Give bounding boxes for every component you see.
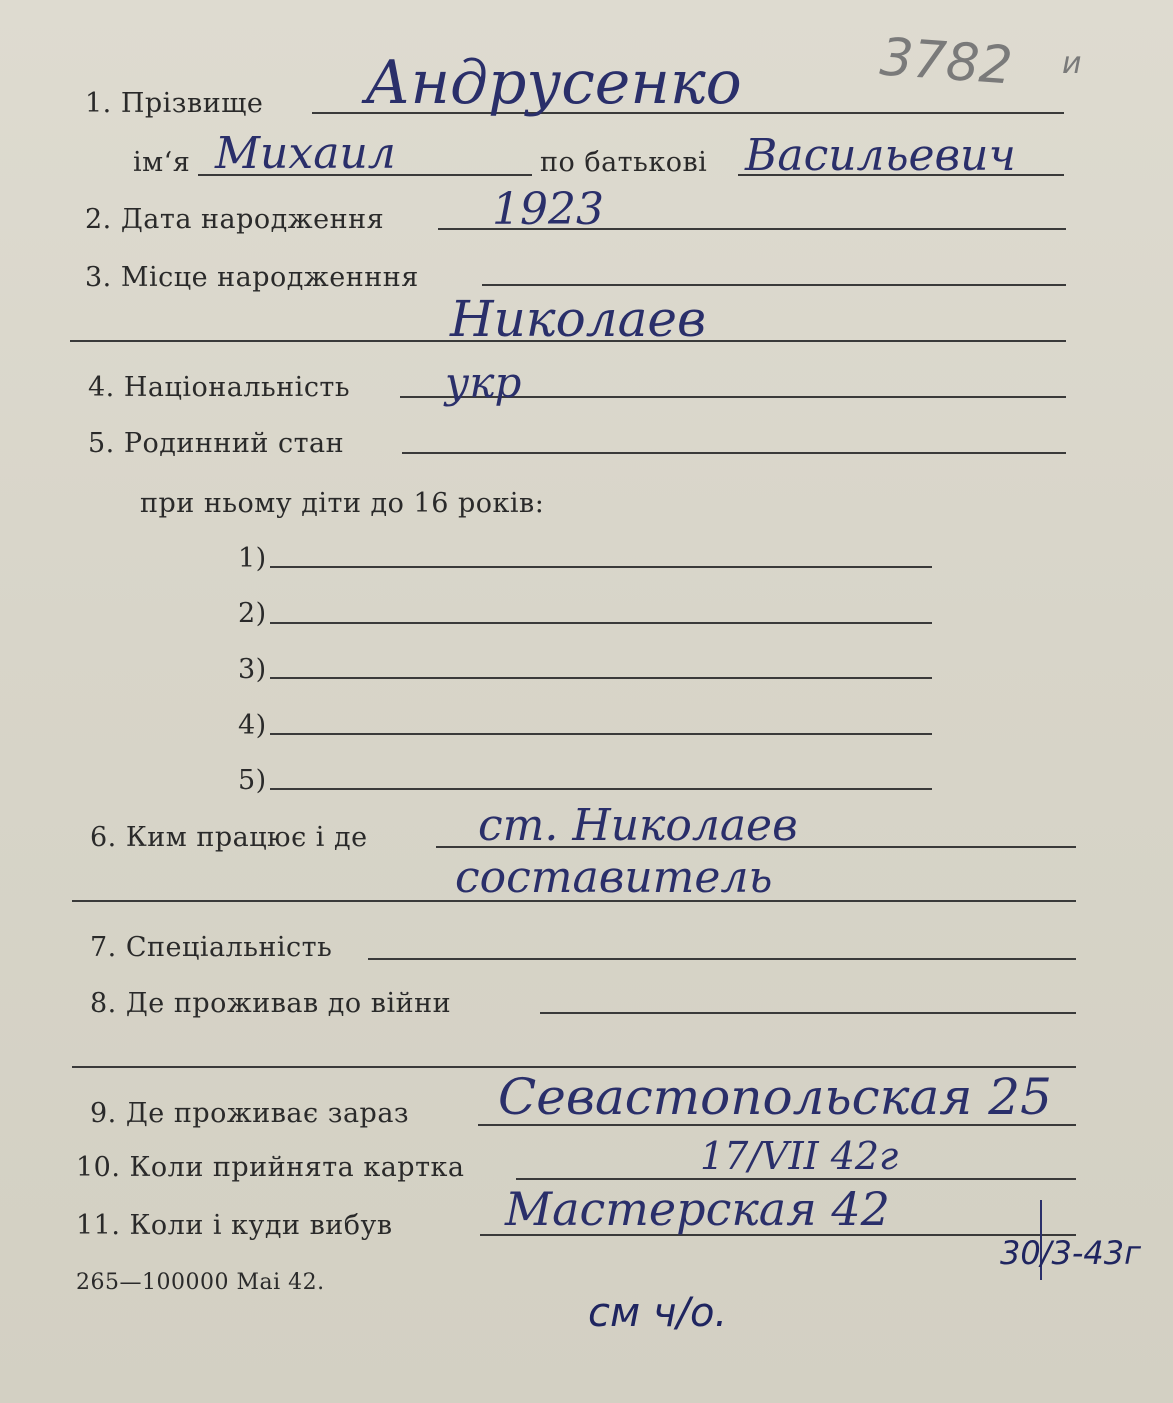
child-3-label: 3): [238, 654, 267, 685]
child-2-label: 2): [238, 598, 267, 629]
nationality-value: укр: [445, 358, 522, 407]
patronymic-value: Васильевич: [745, 130, 1016, 181]
birth-date-label: 2. Дата народження: [85, 204, 385, 235]
departed-label: 11. Коли і куди вибув: [76, 1210, 393, 1241]
work-label: 6. Ким працює і де: [90, 822, 368, 853]
prewar-label: 8. Де проживав до війни: [90, 988, 452, 1019]
child-1-line: [270, 566, 932, 568]
current-value: Севастопольская 25: [498, 1068, 1052, 1126]
family-label: 5. Родинний стан: [88, 428, 345, 459]
birth-place-label: 3. Місце народженння: [85, 262, 419, 293]
prewar-line-1: [540, 1012, 1076, 1014]
departed-value: Мастерская 42: [505, 1182, 890, 1236]
birth-place-value: Николаев: [450, 290, 707, 348]
patronymic-label: по батькові: [540, 147, 708, 178]
card-line: [516, 1178, 1076, 1180]
archive-number-suffix: и: [1062, 46, 1082, 81]
child-5-line: [270, 788, 932, 790]
child-1-label: 1): [238, 543, 267, 574]
bottom-note: см ч/о.: [588, 1290, 728, 1336]
surname-label: 1. Прізвище: [85, 88, 264, 119]
family-line: [402, 452, 1066, 454]
surname-value: Андрусенко: [365, 48, 742, 118]
card-label: 10. Коли прийнята картка: [76, 1152, 465, 1183]
work-value-2: составитель: [455, 852, 773, 903]
archive-number: 3782: [878, 27, 1015, 97]
departed-date: 30/3-43г: [1000, 1234, 1141, 1272]
nationality-label: 4. Національність: [88, 372, 351, 403]
birth-place-line-1: [482, 284, 1066, 286]
print-code: 265—100000 Маі 42.: [76, 1270, 325, 1295]
children-label: при ньому діти до 16 років:: [140, 488, 545, 519]
child-2-line: [270, 622, 932, 624]
name-value: Михаил: [215, 128, 396, 179]
card-value: 17/VII 42г: [700, 1134, 899, 1178]
work-value-1: ст. Николаев: [478, 800, 798, 851]
child-4-line: [270, 733, 932, 735]
specialty-label: 7. Спеціальність: [90, 932, 333, 963]
birth-date-value: 1923: [492, 184, 604, 235]
name-label: ім‘я: [133, 147, 191, 178]
child-3-line: [270, 677, 932, 679]
child-4-label: 4): [238, 710, 267, 741]
specialty-line: [368, 958, 1076, 960]
current-label: 9. Де проживає зараз: [90, 1098, 410, 1129]
child-5-label: 5): [238, 765, 267, 796]
